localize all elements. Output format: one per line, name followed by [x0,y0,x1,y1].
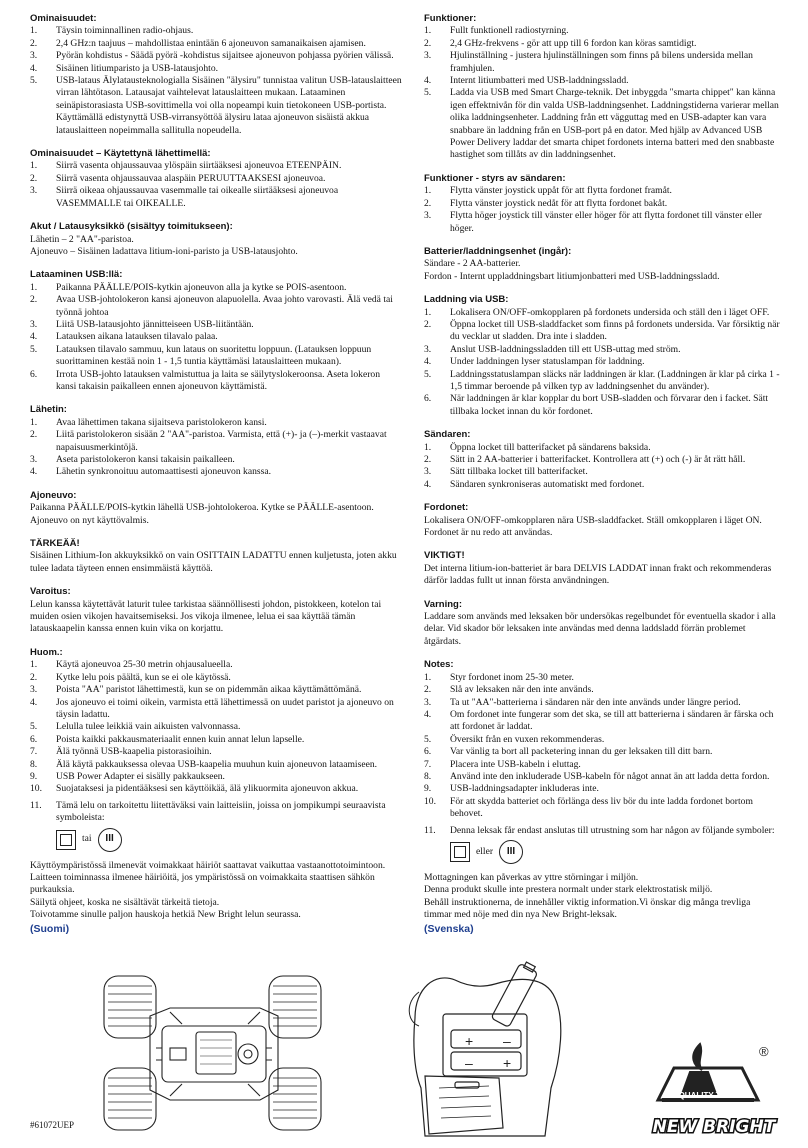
transmitter-section [30,404,402,478]
list-item: 4. Internt litiumbatteri med USB-laddningssladd. [424,75,629,87]
battery-section [30,221,402,258]
list-item: 1. Paikanna PÄÄLLE/POIS-kytkin ajoneuvon alla ja kytke se POIS-asentoon. [30,281,347,293]
important-section [424,550,780,587]
section-title: TÄRKEÄÄ! [30,538,80,550]
warning-section [424,599,780,649]
list-item: 1. Avaa lähettimen takana sijaitseva paristolokeron kansi. [30,416,267,428]
notes-section [30,647,402,852]
list-item: 5. Lelulla tulee leikkiä vain aikuisten valvonnassa. [30,721,241,733]
section-title: Funktioner - styrs av sändaren: [424,172,566,184]
notes-list [424,672,780,864]
battery-line: Sändare - 2 AA-batterier. [424,258,521,270]
class-iii-symbol-icon: III [499,840,523,864]
closing-line: Denna produkt skulle inte prestera normalt under stark elektrostatisk miljö. [424,884,713,896]
closing-line: Säilytä ohjeet, koska ne sisältävät tärkeitä tietoja. [30,896,220,908]
section-title: Sändaren: [424,429,471,441]
registered-mark: ® [759,1044,769,1059]
warning-text: Lelun kanssa käytettävät laturit tulee tarkistaa säännöllisesti johdon, pistokkeen, kotelon tai muiden osien vikojen havaitsemiseksi. Jos vikoja ilmenee, lelua ei saa käyttää tämän latauskaapelin kanssa ennen kuin vika on korjattu. [30,598,382,635]
list-item: 3. Liitä USB-latausjohto jännitteiseen USB-liitäntään. [30,318,254,330]
section-title: Huom.: [30,646,63,658]
section-title: Akut / Latausyksikkö (sisältyy toimitukseen): [30,221,233,233]
list-item: 1. Siirrä vasenta ohjaussauvaa ylöspäin siirtääksesi ajoneuvoa ETEENPÄIN. [30,160,342,172]
list-item: 3. Sätt tillbaka locket till batterifacket. [424,466,588,478]
section-title: Batterier/laddningsenhet (ingår): [424,245,572,257]
list-item: 3. Flytta höger joystick till vänster eller höger för att flytta fordonet till vänster eller höger. [424,210,762,234]
double-insulation-symbol-icon [450,842,470,862]
section-title: Notes: [424,659,454,671]
section-title: Lähetin: [30,404,67,416]
list-item: 3. Aseta paristolokeron kansi takaisin paikalleen. [30,454,235,465]
list-item: 2. Flytta vänster joystick nedåt för att flytta fordonet bakåt. [424,197,668,209]
vehicle-section [30,490,402,527]
list-item: 3. Hjulinställning - justera hjulinställningen som finns på bilens undersida mellan framhjulen. [424,50,753,74]
vehicle-underside-illustration [100,968,325,1138]
section-title: Ajoneuvo: [30,489,77,501]
transmitter-list [424,442,780,492]
battery-line: Lähetin – 2 "AA"-paristoa. [30,233,134,245]
features-list [424,25,780,161]
list-item: 3. Siirrä oikeaa ohjaussauvaa vasemmalle tai oikealle siirtääksesi ajoneuvoa VASEMMALLE tai OIKEALLE. [30,185,339,209]
list-item: 5. USB-lataus Älylatausteknologialla Sisäinen "älysiru" tunnistaa valitun USB-latauslaitteen virran lähtötason. Latausajat vaihtelevat latauslaitteen mukaan. Lataaminen seinäpistorasiasta USB-sovittimella voi olla nopeampi kuin tietokoneen USB-portista. Käyttämällä edistynyttä USB-virransyöttöä älysiru lataa ajoneuvon sisäistä akkua latauslaitteen nopeimmalla sallitulla nopeudella. [30,75,402,136]
battery-minus-label: – [465,1055,473,1071]
symbol-row [450,840,780,864]
list-item: 9. USB-laddningsadapter inkluderas inte. [424,783,599,795]
list-item: 4. Latauksen aikana latauksen tilavalo palaa. [30,331,218,343]
usb-charging-list [30,282,402,394]
list-item: 2. Öppna locket till USB-sladdfacket som finns på fordonets undersida. Var försiktig när du vecklar ut sladden. Dra inte i sladden. [424,318,780,343]
usb-charging-section [424,294,780,418]
battery-plus-label: + [503,1055,512,1071]
list-item: 10. För att skydda batteriet och förlänga dess liv bör du inte ladda fordonet bortom behovet. [424,795,753,820]
usb-charging-section [30,269,402,393]
product-code: #61072UEP [30,1120,75,1130]
list-item: 10. Suojataksesi ja pidentääksesi sen käyttöikää, älä ylikuormita ajoneuvon akkua. [30,783,359,795]
section-title: VIKTIGT! [424,550,465,562]
section-title: Laddning via USB: [424,294,509,306]
or-label: eller [476,845,494,857]
list-item: 4. Om fordonet inte fungerar som det ska, se till att batterierna i sändaren är färska och att fordonet är laddat. [424,708,774,733]
list-item: 1. Täysin toiminnallinen radio-ohjaus. [30,25,194,37]
list-item: 1. Öppna locket till batterifacket på sändarens baksida. [424,441,651,453]
closing-line: Laitteen toiminnassa ilmenee häiriöitä, jos ympäristössä on voimakkaita staattisen sähkön purkauksia. [30,871,375,896]
list-item: 5. Latauksen tilavalo sammuu, kun lataus on suoritettu loppuun. (Latauksen loppuun suorittaminen kestää noin 1 - 1,5 tuntia käyttämäsi latauslaitteen mukaan). [30,343,372,368]
notes-list [30,659,402,851]
controls-section [424,173,780,235]
section-title: Fordonet: [424,502,469,514]
list-item: 2. Siirrä vasenta ohjaussauvaa alaspäin PERUUTTAAKSESI ajoneuvoa. [30,172,326,184]
warning-section [30,586,402,636]
list-item: 1. Styr fordonet inom 25-30 meter. [424,671,574,683]
list-item: 1. Käytä ajoneuvoa 25-30 metrin ohjausalueella. [30,659,233,671]
closing-text [424,872,780,922]
transmitter-battery-illustration [395,958,580,1138]
battery-minus-label: – [503,1033,511,1049]
important-section [30,538,402,575]
section-title: Funktioner: [424,13,477,24]
closing-line: Käyttöympäristössä ilmenevät voimakkaat häiriöt saattavat vaikuttaa vastaanottotoimintoon. [30,859,386,871]
list-item: 7. Placera inte USB-kabeln i eluttag. [424,758,581,770]
list-item: 4. Under laddningen lyser statuslampan för laddning. [424,356,645,368]
list-item: 2. Sätt in 2 AA-batterier i batterifacket. Kontrollera att (+) och (-) är åt rätt håll. [424,454,746,465]
battery-line: Fordon - Internt uppladdningsbart litiumjonbatteri med USB-laddningssladd. [424,270,720,282]
list-item: 11. Denna leksak får endast anslutas till utrustning som har någon av följande symboler: eller III [424,825,780,864]
list-item: 2. Avaa USB-johtolokeron kansi ajoneuvon alapuolella. Avaa johto varovasti. Älä vedä tai työnnä johtoa [30,294,393,318]
or-label: tai [82,833,92,845]
transmitter-section [424,429,780,491]
vehicle-text: Paikanna PÄÄLLE/POIS-kytkin lähellä USB-johtolokeroa. Kytke se PÄÄLLE-asentoon. Ajoneuvo on nyt käyttövalmis. [30,502,374,526]
list-item: 6. Irrota USB-johto latauksen valmistuttua ja laita se säilytyslokeroonsa. Aseta lokeron kansi takaisin paikalleen ennen ajoneuvon käyttämistä. [30,368,380,392]
closing-text [30,860,402,922]
finnish-column [30,13,402,935]
symbol-row [56,828,402,852]
notes-section [424,659,780,864]
list-item: 1. Lokalisera ON/OFF-omkopplaren på fordonets undersida och ställ den i läget OFF. [424,306,770,318]
section-title: Varoitus: [30,586,71,598]
logo-brand: NEW BRIGHT [652,1117,776,1137]
double-insulation-symbol-icon [56,830,76,850]
closing-line: Mottagningen kan påverkas av yttre störningar i miljön. [424,871,639,883]
class-iii-symbol-icon: III [98,828,122,852]
battery-line: Ajoneuvo – Sisäinen ladattava litium-ioni-paristo ja USB-latausjohto. [30,245,298,257]
list-item: 11. Tämä lelu on tarkoitettu liitettäväksi vain laitteisiin, joissa on jompikumpi seuraavista symboleista: tai III [30,800,402,852]
logo-tagline: QUALITY TOYS [678,1091,738,1100]
list-item: 5. Översikt från en vuxen rekommenderas. [424,733,605,745]
list-item: 2. Kytke lelu pois päältä, kun se ei ole käytössä. [30,671,231,683]
list-item: 4. Sisäinen litiumparisto ja USB-latausjohto. [30,62,219,74]
features-transmitter-list [30,160,402,210]
transmitter-list [30,417,402,479]
vehicle-text: Lokalisera ON/OFF-omkopplaren nära USB-sladdfacket. Ställ omkopplaren i läget ON. Fordonet är nu redo att användas. [424,514,762,539]
important-text: Det interna litium-ion-batteriet är bara DELVIS LADDAT innan frakt och rekommenderas därför laddas fullt ut innan första användningen. [424,562,772,587]
usb-charging-list [424,307,780,419]
list-item: 8. Älä käytä pakkauksessa olevaa USB-kaapelia muuhun kuin ajoneuvon lataamiseen. [30,758,378,770]
features-section [30,13,402,137]
list-item: 4. Sändaren synkroniseras automatiskt med fordonet. [424,478,645,490]
features-list [30,25,402,137]
list-item: 2. 2,4 GHz:n taajuus – mahdollistaa enintään 6 ajoneuvon samanaikaisen ajamisen. [30,37,366,49]
list-item: 2. Slå av leksaken när den inte används. [424,684,594,696]
new-bright-logo [650,1036,780,1138]
list-item: 7. Älä työnnä USB-kaapelia pistorasioihin. [30,746,212,758]
section-title: Ominaisuudet: [30,13,97,24]
section-title: Varning: [424,598,463,610]
list-item: 4. Jos ajoneuvo ei toimi oikein, varmista että lähettimessä on uudet paristot ja ajoneuvo on täysin ladattu. [30,696,394,720]
list-item: 2. Liitä paristolokeron sisään 2 "AA"-paristoa. Varmista, että (+)- ja (–)-merkit vastaavat napaisuusmerkintöjä. [30,429,387,453]
important-text: Sisäinen Lithium-Ion akkuyksikkö on vain OSITTAIN LADATTU ennen kuljetusta, joten akku tulee ladata täyteen ennen ensimmäistä käyttöä. [30,550,397,574]
list-item: 6. Var vänlig ta bort all packetering innan du ger leksaken till ditt barn. [424,746,713,758]
list-item: 5. Laddningsstatuslampan släcks när laddningen är klar. (Laddningen är klar på cirka 1 - 1,5 timmar beroende på vilken typ av laddningsenhet du använder). [424,368,780,392]
list-item: 3. Pyörän kohdistus - Säädä pyörä -kohdistus sijaitsee ajoneuvon pohjassa pyörien välissä. [30,50,394,62]
list-item: 1. Fullt funktionell radiostyrning. [424,25,569,37]
list-item: 3. Poista "AA" paristot lähettimestä, kun se on pidemmän aikaa käyttämättömänä. [30,684,362,696]
list-item: 5. Ladda via USB med Smart Charge-teknik. Det inbyggda "smarta chippet" kan känna igen effektnivån för din valda USB-laddningsenhet. Laddningstiderna varierar mellan olika laddningsenheter. Laddning från ett vägguttag med en USB-adapter kan vara snabbare än laddning från en USB-port på en dator. Med hjälp av Advanced USB Power Delivery laddar det smarta chipet fordonets interna batteri med den snabbaste hastighet som tillåts av din laddningsenhet. [424,87,779,161]
language-label: (Suomi) [30,922,70,935]
list-item: 6. När laddningen är klar kopplar du bort USB-sladden och förvarar den i facket. Sätt tillbaka locket innan du kör fordonet. [424,393,769,417]
features-transmitter-section [30,148,402,210]
list-item: 3. Ta ut "AA"-batterierna i sändaren när den inte används under längre period. [424,696,741,708]
battery-plus-label: + [465,1033,474,1049]
features-section [424,13,780,162]
warning-text: Laddare som används med leksaken bör undersökas regelbundet för eventuella skador i alla delar. Vid skador bör leksaken inte användas med denna laddsladd förrän problemet åtgärdats. [424,611,776,647]
closing-line: Behåll instruktionerna, de innehåller viktig information.Vi önskar dig många trevliga timmar med nöje med din nya New Bright-leksak. [424,896,751,921]
section-title: Lataaminen USB:llä: [30,269,123,281]
swedish-column [424,13,780,935]
controls-list [424,185,780,235]
section-title: Ominaisuudet – Käytettynä lähettimellä: [30,148,211,160]
list-item: 2. 2,4 GHz-frekvens - gör att upp till 6 fordon kan köras samtidigt. [424,37,697,49]
battery-section [424,246,780,283]
language-label: (Svenska) [424,922,474,935]
vehicle-section [424,502,780,539]
list-item: 3. Anslut USB-laddningssladden till ett USB-uttag med ström. [424,343,681,355]
list-item: 6. Poista kaikki pakkausmateriaalit ennen kuin annat lelun lapselle. [30,733,305,745]
closing-line: Toivotamme sinulle paljon hauskoja hetkiä New Bright lelun seurassa. [30,909,301,921]
list-item: 8. Använd inte den inkluderade USB-kabeln för något annat än att ladda detta fordon. [424,770,770,782]
list-item: 4. Lähetin synkronoituu automaattisesti ajoneuvon kanssa. [30,466,272,478]
list-item: 1. Flytta vänster joystick uppåt för att flytta fordonet framåt. [424,185,672,197]
list-item: 9. USB Power Adapter ei sisälly pakkaukseen. [30,770,225,782]
